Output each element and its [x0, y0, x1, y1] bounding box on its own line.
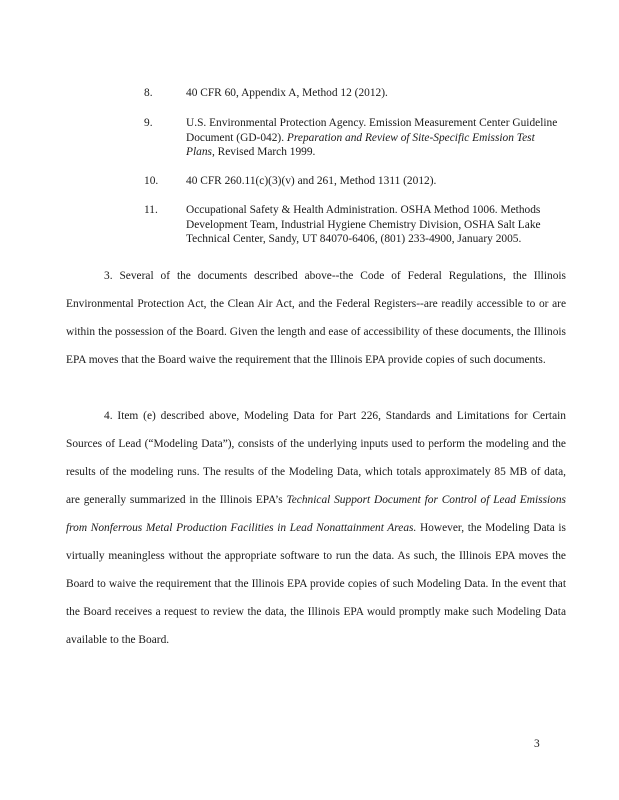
- paragraph-4-document-title: Technical Support Document for Control of Lead Emissions from Nonferrous Metal Production Facilities in Lead Nonattainment Areas.: [66, 494, 566, 534]
- reference-title: Preparation and Review of Site-Specific Emission Test Plans,: [186, 131, 535, 159]
- reference-number: 9.: [144, 117, 153, 129]
- reference-text: 40 CFR 60, Appendix A, Method 12 (2012).: [186, 87, 388, 99]
- page-number: 3: [534, 738, 540, 750]
- reference-number: 11.: [144, 204, 158, 216]
- reference-text-main: U.S. Environmental Protection Agency. Emission Measurement Center Guideline Document (GD-042).: [186, 117, 558, 144]
- paragraph-4: [66, 402, 566, 654]
- paragraph-3: [66, 262, 566, 374]
- paragraph-4-text-start: 4. Item (e) described above, Modeling Data for Part 226, Standards and Limitations for Certain Sources of Lead (“Modeling Data”), consists of the underlying inputs used to perform the modeling and the results of the modeling runs. The results of the Modeling Data, which totals approximately 85 MB of data, are generally summarized in the Illinois EPA’s: [66, 410, 566, 506]
- reference-text: [186, 116, 566, 160]
- reference-number: 8.: [144, 87, 153, 99]
- reference-text-after: Revised March 1999.: [214, 146, 316, 159]
- reference-text: 40 CFR 260.11(c)(3)(v) and 261, Method 1311 (2012).: [186, 175, 437, 187]
- reference-text: Occupational Safety & Health Administration. OSHA Method 1006. Methods Development Team, Industrial Hygiene Chemistry Division, OSHA Salt Lake Technical Center, Sandy, UT 84070-6406, (801) 233-4900, January 2005.: [186, 204, 541, 246]
- paragraph-3-text: 3. Several of the documents described above--the Code of Federal Regulations, the Illinois Environmental Protection Act, the Clean Air Act, and the Federal Registers--are readily accessible to or are within the possession of the Board. Given the length and ease of accessibility of these documents, the Illinois EPA moves that the Board waive the requirement that the Illinois EPA provide copies of such documents.: [66, 270, 566, 366]
- reference-number: 10.: [144, 175, 159, 187]
- paragraph-4-text-end: However, the Modeling Data is virtually meaningless without the appropriate software to run the data. As such, the Illinois EPA moves the Board to waive the requirement that the Illinois EPA provide copies of such Modeling Data. In the event that the Board receives a request to review the data, the Illinois EPA would promptly make such Modeling Data available to the Board.: [66, 522, 566, 646]
